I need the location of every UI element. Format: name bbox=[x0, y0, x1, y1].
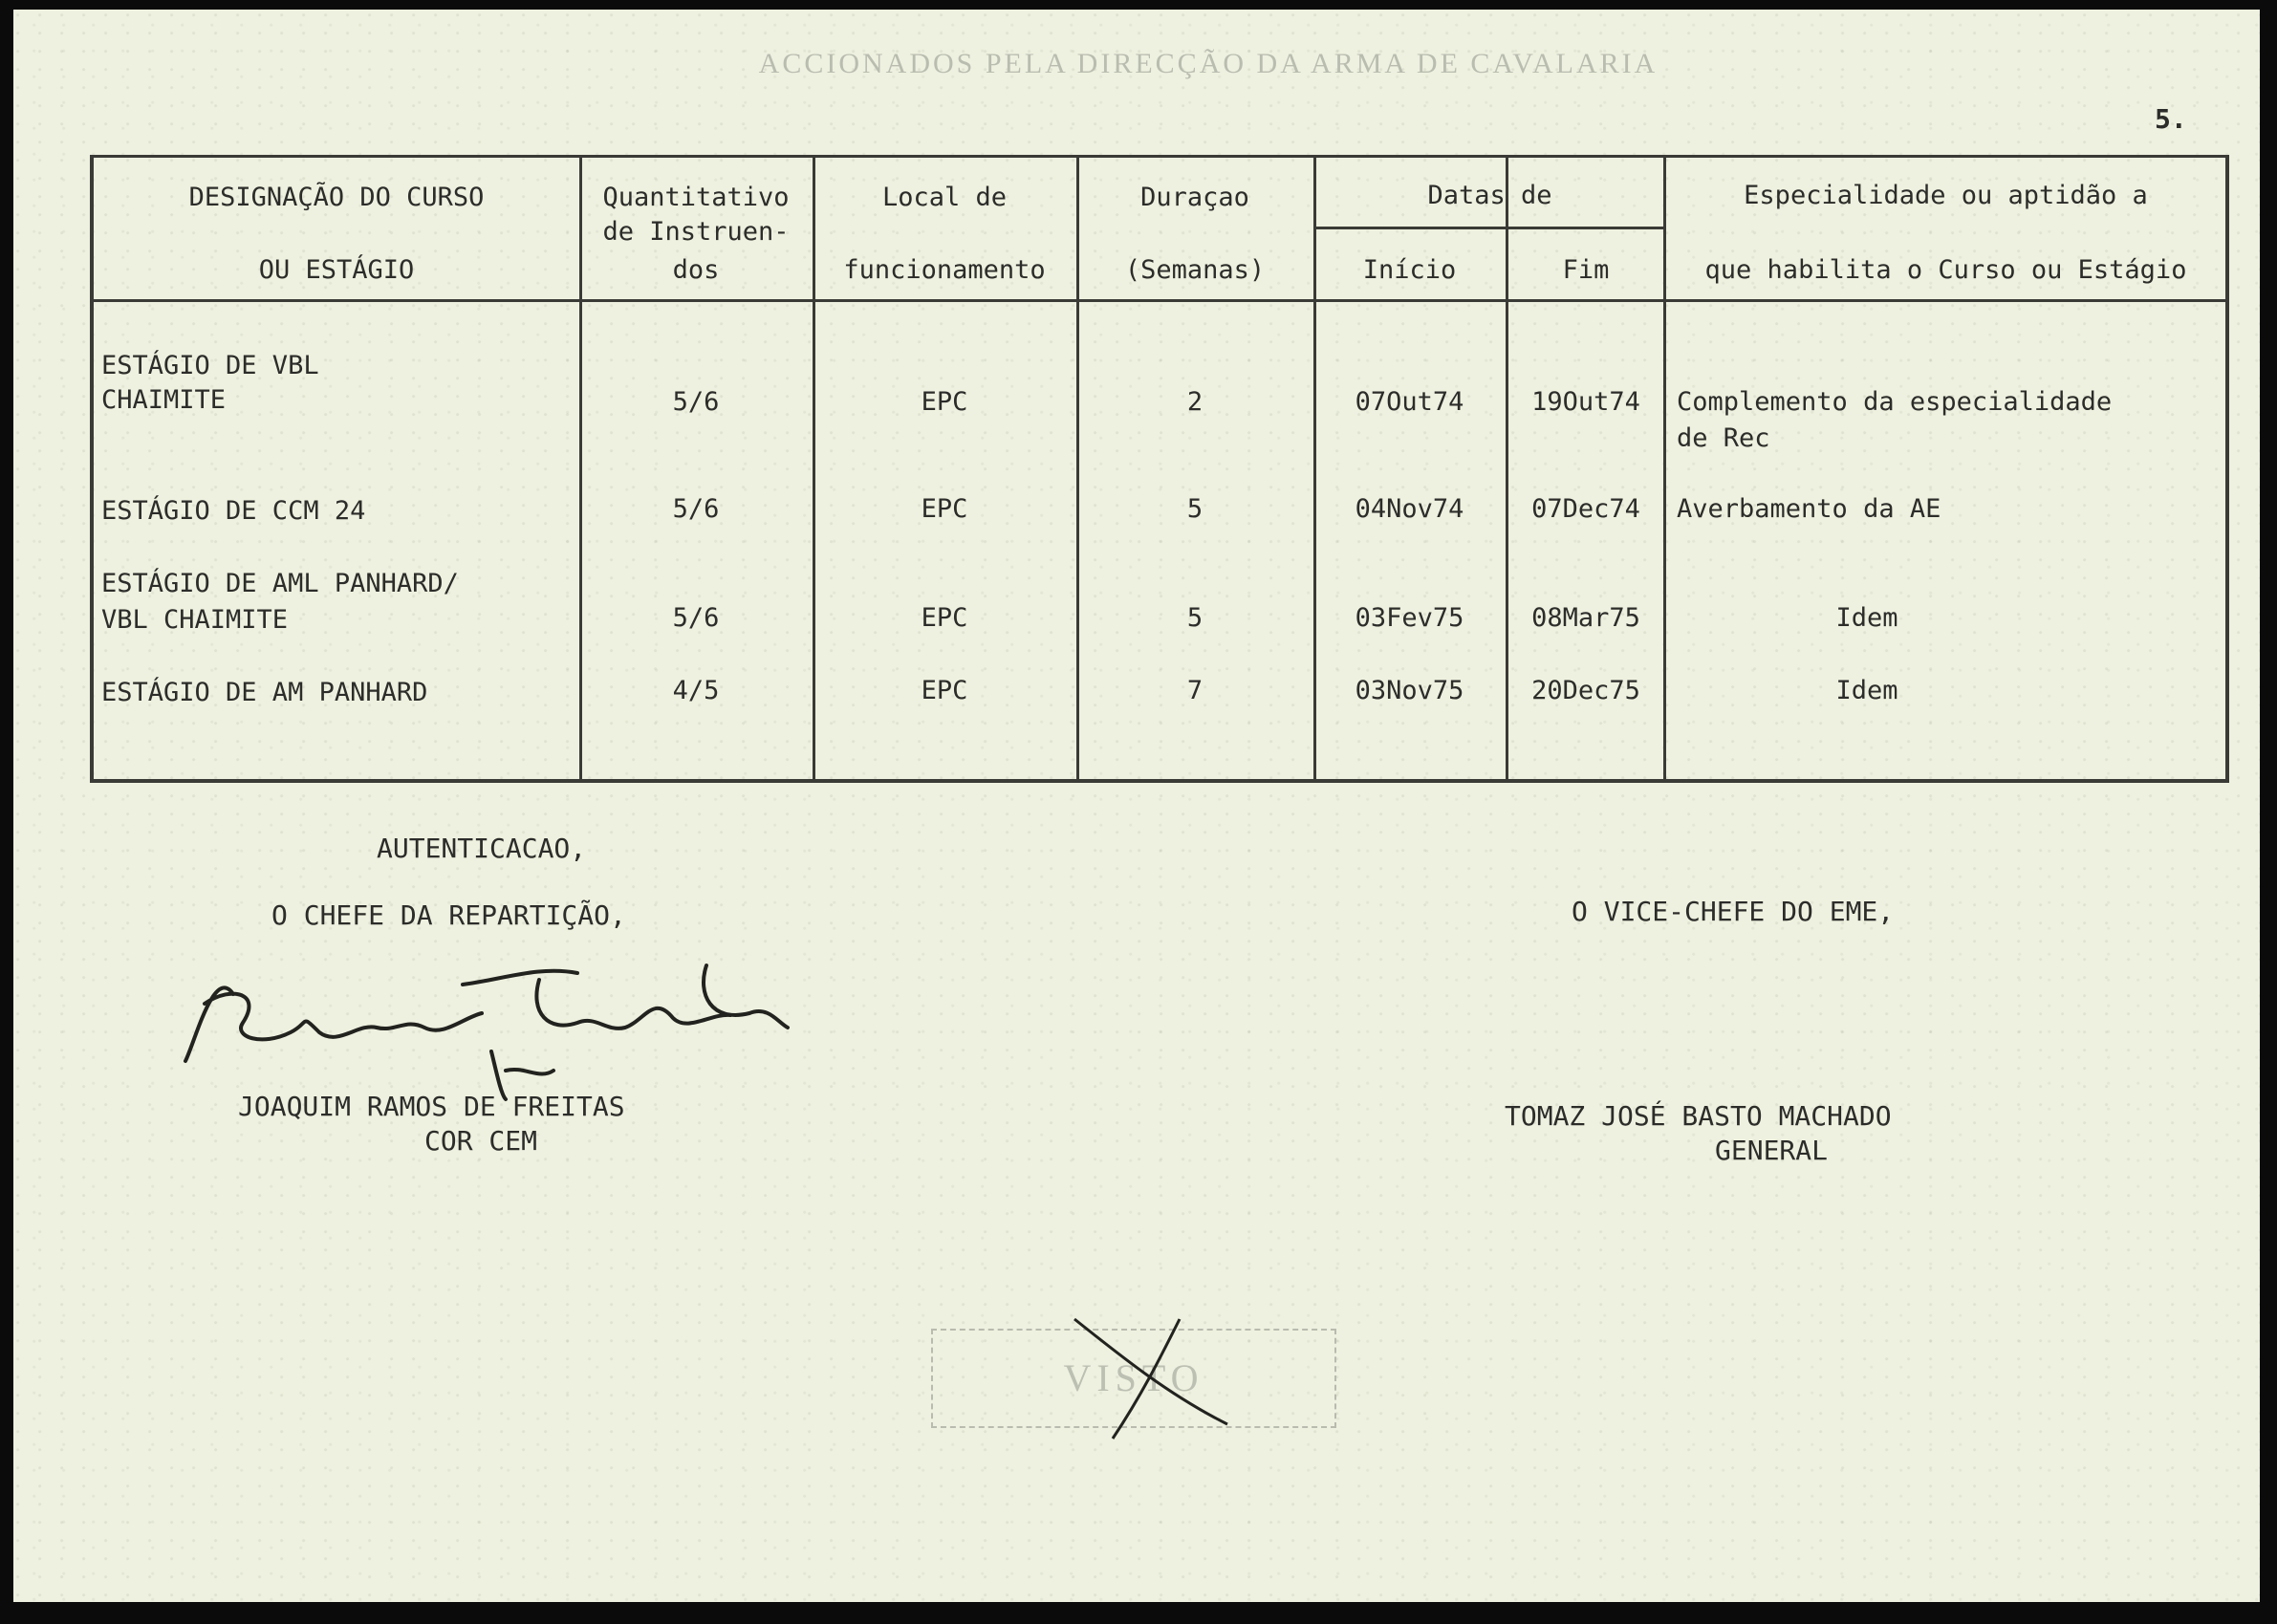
table-row-2-duration: 5 bbox=[1186, 494, 1204, 524]
header-instructors-line2: de Instruen- bbox=[602, 217, 790, 247]
table-row-1-location: EPC bbox=[921, 387, 968, 417]
table-row-1-instructors: 5/6 bbox=[672, 387, 720, 417]
header-specialty-line1: Especialidade ou aptidão a bbox=[1744, 181, 2148, 210]
header-duration-line1: Duraçao bbox=[1140, 183, 1249, 212]
left-signatory-rank: COR CEM bbox=[424, 1125, 538, 1157]
table-row-2-course-line1: ESTÁGIO DE CCM 24 bbox=[101, 496, 366, 526]
document-page bbox=[13, 10, 2260, 1602]
table-row-4-start: 03Nov75 bbox=[1355, 676, 1464, 705]
page-number: 5. bbox=[2155, 103, 2187, 135]
header-instructors-line3: dos bbox=[672, 255, 720, 285]
table-row-3-course-line2: VBL CHAIMITE bbox=[101, 605, 289, 635]
header-dates: Datas de bbox=[1427, 181, 1552, 210]
header-start: Início bbox=[1362, 255, 1457, 285]
table-row-3-specialty-line1: Idem bbox=[1835, 603, 1898, 633]
table-row-3-start: 03Fev75 bbox=[1355, 603, 1464, 633]
table-row-4-course-line1: ESTÁGIO DE AM PANHARD bbox=[101, 678, 428, 707]
dates-subheader-divider bbox=[1313, 227, 1666, 229]
header-course-line2: OU ESTÁGIO bbox=[258, 255, 415, 285]
header-location-line1: Local de bbox=[881, 183, 1008, 212]
table-row-4-instructors: 4/5 bbox=[672, 676, 720, 705]
left-signatory-name: JOAQUIM RAMOS DE FREITAS bbox=[238, 1091, 625, 1122]
table-row-1-end: 19Out74 bbox=[1531, 387, 1640, 417]
table-row-1-start: 07Out74 bbox=[1355, 387, 1464, 417]
table-row-3-course-line1: ESTÁGIO DE AML PANHARD/ bbox=[101, 569, 459, 598]
table-row-2-start: 04Nov74 bbox=[1355, 494, 1464, 524]
handwritten-signature bbox=[176, 927, 864, 1109]
table-row-1-course-line1: ESTÁGIO DE VBL bbox=[101, 351, 319, 380]
right-signatory-rank: GENERAL bbox=[1715, 1135, 1829, 1166]
table-row-4-end: 20Dec75 bbox=[1531, 676, 1640, 705]
scan-border bbox=[0, 0, 13, 1624]
right-signatory-name: TOMAZ JOSÉ BASTO MACHADO bbox=[1505, 1100, 1892, 1132]
header-duration-line2: (Semanas) bbox=[1124, 255, 1266, 285]
header-specialty-line2: que habilita o Curso ou Estágio bbox=[1704, 255, 2187, 285]
table-row-1-specialty-line2: de Rec bbox=[1677, 423, 1770, 453]
left-signatory-title: O CHEFE DA REPARTIÇÃO, bbox=[271, 899, 626, 931]
table-row-4-location: EPC bbox=[921, 676, 968, 705]
table-row-1-course-line2: CHAIMITE bbox=[101, 385, 227, 415]
table-row-2-end: 07Dec74 bbox=[1531, 494, 1640, 524]
right-signatory-title: O VICE-CHEFE DO EME, bbox=[1572, 896, 1895, 927]
table-row-2-location: EPC bbox=[921, 494, 968, 524]
header-end: Fim bbox=[1562, 255, 1610, 285]
header-divider bbox=[94, 299, 2225, 302]
visto-stamp: VISTO bbox=[931, 1329, 1336, 1428]
header-location-line2: funcionamento bbox=[843, 255, 1046, 285]
cross-mark bbox=[1065, 1300, 1237, 1443]
table-row-3-end: 08Mar75 bbox=[1531, 603, 1640, 633]
table-row-1-specialty-line1: Complemento da especialidade bbox=[1677, 387, 2113, 417]
table-row-1-duration: 2 bbox=[1186, 387, 1204, 417]
table-row-4-specialty-line1: Idem bbox=[1835, 676, 1898, 705]
faint-header-text: ACCIONADOS PELA DIRECÇÃO DA ARMA DE CAVALARIA bbox=[758, 48, 1659, 79]
table-row-3-instructors: 5/6 bbox=[672, 603, 720, 633]
table-row-2-instructors: 5/6 bbox=[672, 494, 720, 524]
header-instructors-line1: Quantitativo bbox=[602, 183, 790, 212]
authentication-label: AUTENTICACAO, bbox=[377, 833, 587, 864]
course-table bbox=[90, 155, 2229, 783]
header-course-line1: DESIGNAÇÃO DO CURSO bbox=[188, 183, 485, 212]
table-row-4-duration: 7 bbox=[1186, 676, 1204, 705]
table-row-2-specialty-line1: Averbamento da AE bbox=[1677, 494, 1941, 524]
table-row-3-duration: 5 bbox=[1186, 603, 1204, 633]
table-row-3-location: EPC bbox=[921, 603, 968, 633]
